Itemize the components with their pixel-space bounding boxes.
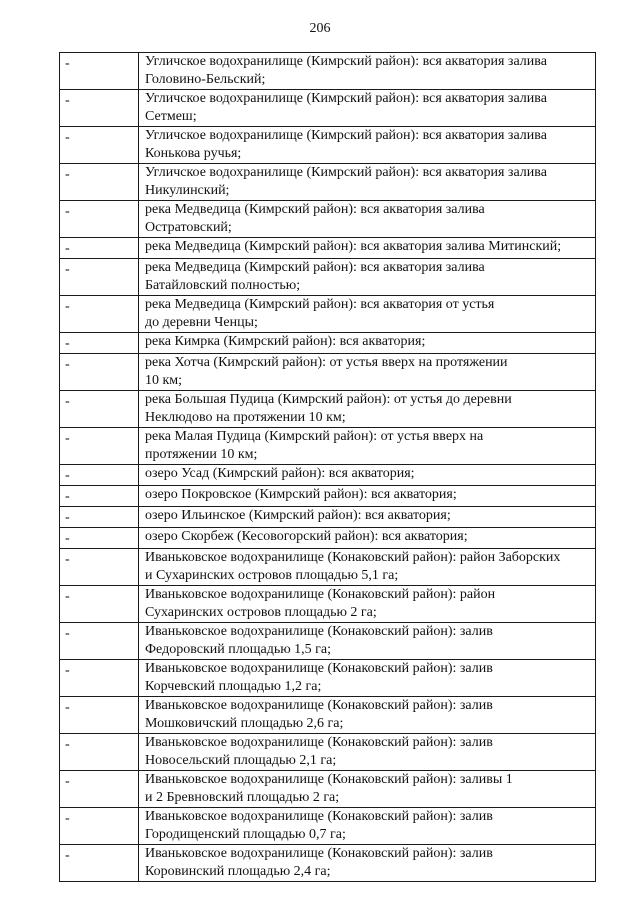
description-line: Корчевский площадью 1,2 га;: [145, 679, 322, 694]
description-line: Неклюдово на протяжении 10 км;: [145, 410, 346, 425]
description-line: река Медведица (Кимрский район): вся акватория от устья: [145, 297, 495, 312]
row-description: [139, 771, 596, 808]
description-line: озеро Скорбеж (Кесовогорский район): вся акватория;: [145, 529, 468, 544]
table-row: [60, 845, 596, 882]
table-row: [60, 127, 596, 164]
description-line: Коровинский площадью 2,4 га;: [145, 864, 331, 879]
row-description: [139, 127, 596, 164]
row-marker: -: [60, 808, 139, 845]
table-row: [60, 164, 596, 201]
description-line: река Медведица (Кимрский район): вся акватория залива: [145, 260, 485, 275]
description-line: Городищенский площадью 0,7 га;: [145, 827, 346, 842]
row-description: [139, 296, 596, 333]
description-line: 10 км;: [145, 373, 183, 388]
description-line: Угличское водохранилище (Кимрский район): вся акватория залива: [145, 91, 547, 106]
description-line: река Большая Пудица (Кимрский район): от устья до деревни: [145, 392, 512, 407]
row-description: [139, 586, 596, 623]
table-row: [60, 660, 596, 697]
table-row: [60, 259, 596, 296]
table-row: [60, 697, 596, 734]
table-row: [60, 771, 596, 808]
row-description: [139, 53, 596, 90]
description-line: Мошковичский площадью 2,6 га;: [145, 716, 344, 731]
description-line: Никулинский;: [145, 183, 230, 198]
description-line: и Сухаринских островов площадью 5,1 га;: [145, 568, 399, 583]
row-description: [139, 465, 596, 486]
description-line: река Медведица (Кимрский район): вся акватория залива Митинский;: [145, 239, 562, 254]
row-marker: -: [60, 660, 139, 697]
description-line: Остратовский;: [145, 220, 232, 235]
row-marker: -: [60, 127, 139, 164]
row-description: [139, 259, 596, 296]
description-line: озеро Покровское (Кимрский район): вся акватория;: [145, 487, 457, 502]
description-line: река Хотча (Кимрский район): от устья вверх на протяжении: [145, 355, 508, 370]
description-line: Угличское водохранилище (Кимрский район): вся акватория залива: [145, 54, 547, 69]
description-line: река Кимрка (Кимрский район): вся акватория;: [145, 334, 426, 349]
table-row: [60, 333, 596, 354]
row-description: [139, 808, 596, 845]
description-line: Иваньковское водохранилище (Конаковский район): залив: [145, 624, 493, 639]
description-line: Федоровский площадью 1,5 га;: [145, 642, 332, 657]
regulation-table: [59, 52, 596, 882]
row-marker: -: [60, 465, 139, 486]
table-row: [60, 528, 596, 549]
table-row: [60, 53, 596, 90]
row-marker: -: [60, 354, 139, 391]
row-description: [139, 507, 596, 528]
table-row: [60, 623, 596, 660]
table-body: [60, 53, 596, 882]
row-marker: -: [60, 734, 139, 771]
description-line: Иваньковское водохранилище (Конаковский район): район Заборских: [145, 550, 561, 565]
description-line: Иваньковское водохранилище (Конаковский район): район: [145, 587, 496, 602]
row-marker: -: [60, 296, 139, 333]
row-marker: -: [60, 201, 139, 238]
row-marker: -: [60, 333, 139, 354]
table-row: [60, 201, 596, 238]
description-line: Батайловский полностью;: [145, 278, 301, 293]
page-number: 206: [309, 21, 331, 36]
row-description: [139, 354, 596, 391]
table-row: [60, 354, 596, 391]
description-line: Новосельский площадью 2,1 га;: [145, 753, 337, 768]
row-description: [139, 333, 596, 354]
row-description: [139, 549, 596, 586]
row-marker: -: [60, 549, 139, 586]
row-marker: -: [60, 507, 139, 528]
row-description: [139, 734, 596, 771]
row-marker: -: [60, 238, 139, 259]
description-line: река Медведица (Кимрский район): вся акватория залива: [145, 202, 485, 217]
description-line: озеро Усад (Кимрский район): вся акватория;: [145, 466, 415, 481]
table-row: [60, 808, 596, 845]
row-description: [139, 623, 596, 660]
row-description: [139, 238, 596, 259]
row-description: [139, 845, 596, 882]
description-line: Головино-Бельский;: [145, 72, 266, 87]
description-line: Угличское водохранилище (Кимрский район): вся акватория залива: [145, 165, 547, 180]
row-description: [139, 428, 596, 465]
description-line: Иваньковское водохранилище (Конаковский район): заливы 1: [145, 772, 513, 787]
row-marker: -: [60, 259, 139, 296]
row-description: [139, 201, 596, 238]
row-description: [139, 486, 596, 507]
description-line: Иваньковское водохранилище (Конаковский район): залив: [145, 661, 493, 676]
description-line: до деревни Ченцы;: [145, 315, 258, 330]
table-row: [60, 465, 596, 486]
table-row: [60, 428, 596, 465]
row-description: [139, 90, 596, 127]
row-marker: -: [60, 771, 139, 808]
row-marker: -: [60, 90, 139, 127]
description-line: Иваньковское водохранилище (Конаковский район): залив: [145, 846, 493, 861]
description-line: и 2 Бревновский площадью 2 га;: [145, 790, 340, 805]
table-row: [60, 90, 596, 127]
row-marker: -: [60, 164, 139, 201]
row-marker: -: [60, 697, 139, 734]
description-line: протяжении 10 км;: [145, 447, 258, 462]
description-line: Иваньковское водохранилище (Конаковский район): залив: [145, 698, 493, 713]
row-marker: -: [60, 486, 139, 507]
row-marker: -: [60, 391, 139, 428]
table-row: [60, 486, 596, 507]
table-row: [60, 507, 596, 528]
row-description: [139, 660, 596, 697]
row-marker: -: [60, 586, 139, 623]
description-line: Конькова ручья;: [145, 146, 242, 161]
table-row: [60, 238, 596, 259]
row-marker: -: [60, 428, 139, 465]
row-marker: -: [60, 53, 139, 90]
row-marker: -: [60, 528, 139, 549]
row-description: [139, 164, 596, 201]
row-description: [139, 391, 596, 428]
table-row: [60, 391, 596, 428]
description-line: озеро Ильинское (Кимрский район): вся акватория;: [145, 508, 451, 523]
table-row: [60, 734, 596, 771]
description-line: Сухаринских островов площадью 2 га;: [145, 605, 377, 620]
table-row: [60, 296, 596, 333]
row-description: [139, 528, 596, 549]
table-row: [60, 586, 596, 623]
description-line: Иваньковское водохранилище (Конаковский район): залив: [145, 735, 493, 750]
row-description: [139, 697, 596, 734]
description-line: Угличское водохранилище (Кимрский район): вся акватория залива: [145, 128, 547, 143]
description-line: Иваньковское водохранилище (Конаковский район): залив: [145, 809, 493, 824]
description-line: Сетмеш;: [145, 109, 197, 124]
description-line: река Малая Пудица (Кимрский район): от устья вверх на: [145, 429, 484, 444]
row-marker: -: [60, 845, 139, 882]
table-row: [60, 549, 596, 586]
row-marker: -: [60, 623, 139, 660]
